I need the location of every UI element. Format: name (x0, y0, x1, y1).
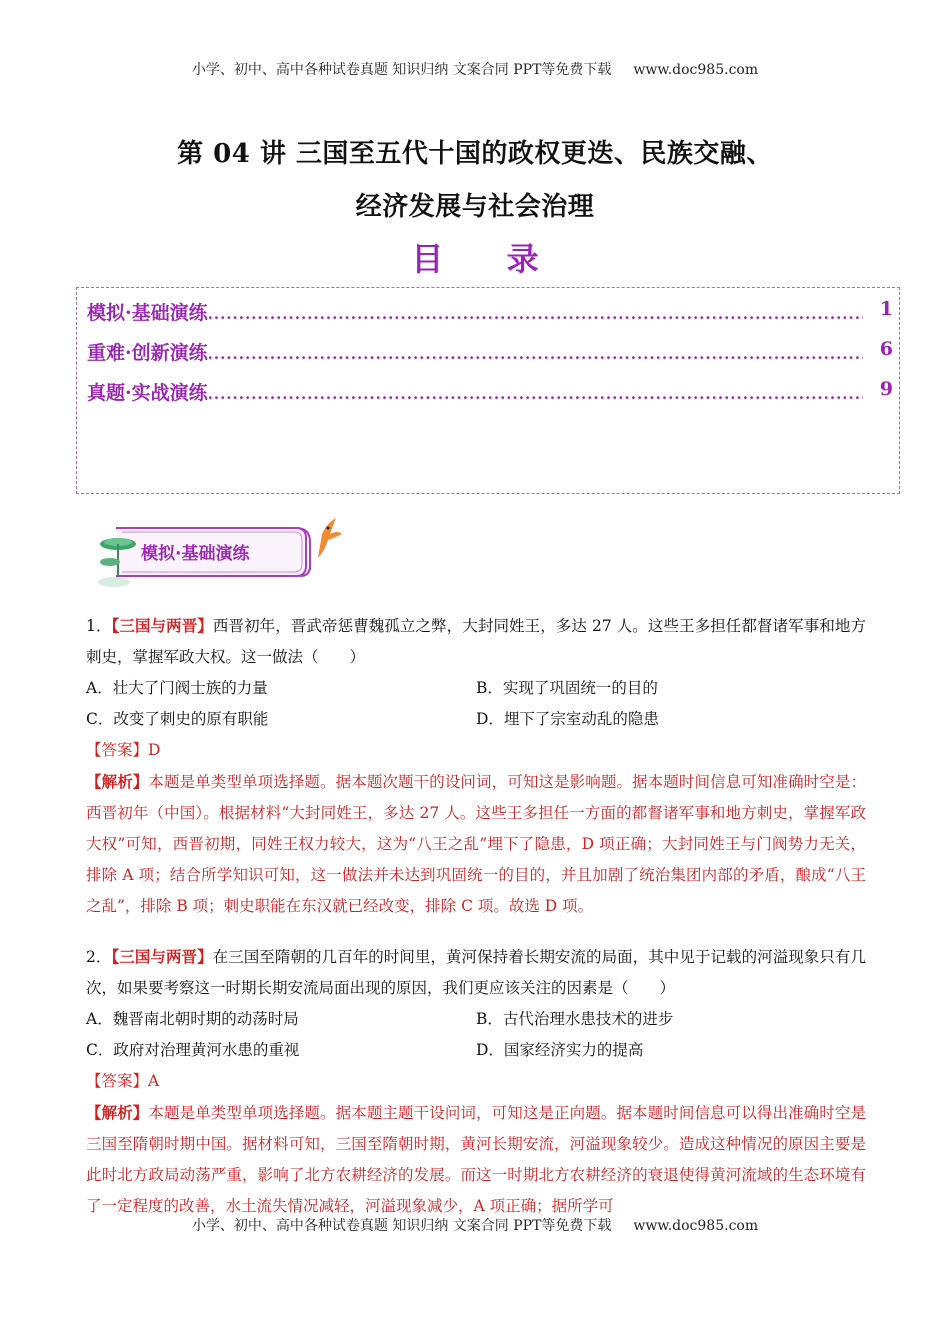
option-c[interactable]: C．改变了刺史的原有职能 (86, 710, 269, 728)
toc-item-label: 真题·实战演练 (87, 382, 208, 404)
option-d[interactable]: D．国家经济实力的提高 (476, 1041, 644, 1059)
question-tag: 【三国与两晋】 (111, 947, 213, 966)
header-site[interactable]: www.doc985.com (633, 62, 759, 78)
option-b[interactable]: B．实现了巩固统一的目的 (476, 679, 658, 697)
toc-item-page: 9 (879, 378, 893, 400)
toc-item[interactable] (87, 378, 893, 408)
question-text: 在三国至隋朝的几百年的时间里，黄河保持着长期安流的局面，其中见于记载的河溢现象只有几次，如果要考察这一时期长期安流局面出现的原因，我们更应该关注的因素是（ ） (86, 948, 866, 997)
answer-line (86, 1066, 866, 1097)
toc-leader (208, 305, 863, 323)
doc-title-line1: 第 04 讲 三国至五代十国的政权更迭、民族交融、 (177, 139, 773, 169)
toc-item[interactable] (87, 338, 893, 368)
explanation-text: 本题是单类型单项选择题。据本题主题干设问词，可知这是正向题。据本题时间信息可以得出准确时空是三国至隋朝时期中国。据材料可知，三国至隋朝时期，黄河长期安流，河溢现象较少。造成这种情况的原因主要是此时北方政局动荡严重，影响了北方农耕经济的发展。而这一时期北方农耕经济的衰退使得黄河流域的生态环境有了一定程度的改善，水土流失情况减轻，河溢现象减少，A 项正确；据所学可 (86, 1104, 866, 1215)
toc-item-label: 模拟·基础演练 (87, 302, 208, 324)
toc-item-label: 重难·创新演练 (87, 342, 208, 364)
section-banner-title: 模拟·基础演练 (141, 544, 250, 564)
question-number: 1． (86, 617, 112, 635)
header-text: 小学、初中、高中各种试卷真题 知识归纳 文案合同 PPT等免费下载 (191, 62, 612, 78)
question-1 (86, 610, 866, 922)
footer-site[interactable]: www.doc985.com (633, 1218, 759, 1234)
toc-heading: 目 录 (411, 240, 565, 278)
option-a[interactable]: A．壮大了门阀士族的力量 (86, 679, 268, 697)
toc-item-page: 1 (879, 298, 893, 320)
answer-label: 【答案】 (86, 1072, 149, 1090)
explanation-label: 【解析】 (86, 1103, 149, 1122)
page-footer (0, 1215, 950, 1235)
doc-title-line2: 经济发展与社会治理 (355, 192, 595, 222)
question-stem (86, 941, 866, 1004)
option-a[interactable]: A．魏晋南北朝时期的动荡时局 (86, 1010, 299, 1028)
options (86, 673, 866, 735)
toc-box (76, 287, 900, 494)
explanation (86, 1097, 866, 1222)
page-header (0, 59, 950, 79)
toc-item[interactable] (87, 298, 893, 328)
option-d[interactable]: D．埋下了宗室动乱的隐患 (476, 710, 659, 728)
question-tag: 【三国与两晋】 (111, 616, 213, 635)
question-number: 2． (86, 948, 112, 966)
question-stem (86, 610, 866, 673)
explanation-label: 【解析】 (86, 772, 149, 791)
question-text: 西晋初年，晋武帝惩曹魏孤立之弊，大封同姓王，多达 27 人。这些王多担任都督诸军事和地方刺史，掌握军政大权。这一做法（ ） (86, 617, 866, 666)
answer-value: A (148, 1072, 160, 1090)
options (86, 1004, 866, 1066)
answer-value: D (148, 741, 161, 759)
toc-item-page: 6 (879, 338, 893, 360)
answer-label: 【答案】 (86, 741, 149, 759)
option-c[interactable]: C．政府对治理黄河水患的重视 (86, 1041, 300, 1059)
option-b[interactable]: B．古代治理水患技术的进步 (476, 1010, 674, 1028)
explanation-text: 本题是单类型单项选择题。据本题次题干的设问词，可知这是影响题。据本题时间信息可知准确时空是：西晋初年（中国）。根据材料“大封同姓王，多达 27 人。这些王多担任一方面的都督诸军事和地方刺史，掌握军政大权”可知，西晋初期，同姓王权力较大，这为“八王之乱”埋下了隐患，D 项正确；大封同姓王与门阀势力无关，排除 A 项；结合所学知识可知，这一做法并未达到巩固统一的目的，并且加剧了统治集团内部的矛盾，酿成“八王之乱”，排除 B 项；刺史职能在东汉就已经改变，排除 C 项。故选 D 项。 (86, 773, 866, 915)
toc-leader (208, 345, 863, 363)
footer-text: 小学、初中、高中各种试卷真题 知识归纳 文案合同 PPT等免费下载 (191, 1218, 612, 1234)
explanation (86, 766, 866, 922)
toc-leader (208, 385, 863, 403)
question-2 (86, 941, 866, 1222)
answer-line (86, 735, 866, 766)
